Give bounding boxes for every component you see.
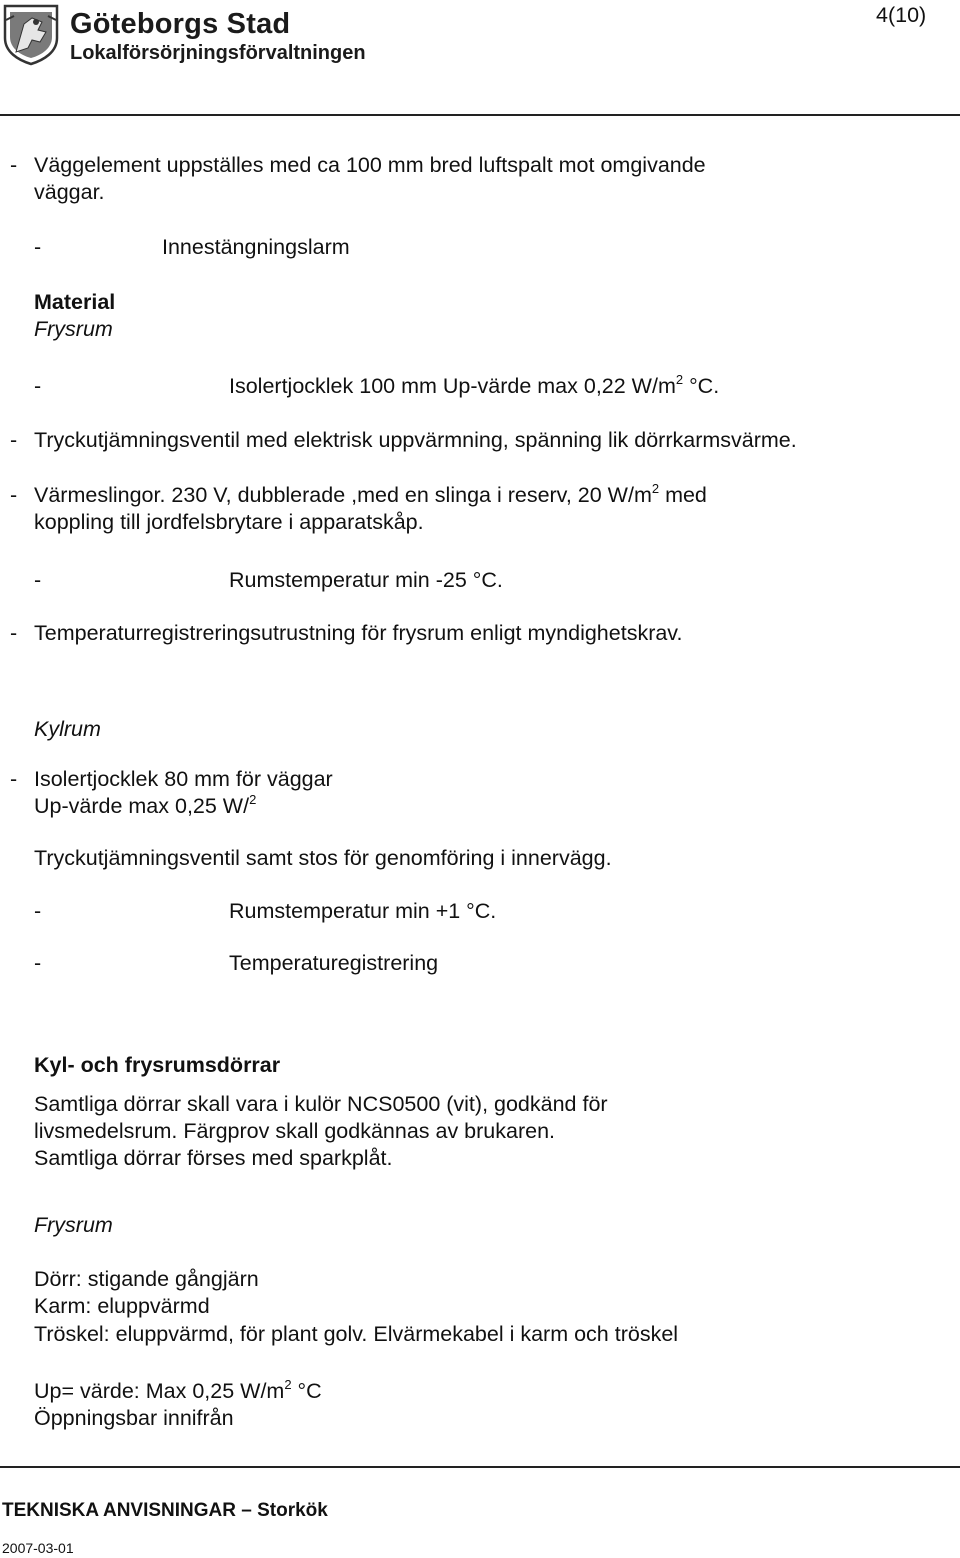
paragraph-text: Tröskel: eluppvärmd, för plant golv. Elvärmekabel i karm och tröskel: [34, 1322, 679, 1346]
subsection-heading: Frysrum: [34, 1213, 113, 1237]
bullet-dash: -: [10, 428, 18, 452]
paragraph-text: livsmedelsrum. Färgprov skall godkännas av brukaren.: [34, 1119, 556, 1143]
paragraph-text: Dörr: stigande gångjärn: [34, 1267, 259, 1291]
paragraph-text: Rumstemperatur min -25 °C.: [229, 568, 503, 592]
footer-title: TEKNISKA ANVISNINGAR – Storkök: [2, 1500, 328, 1521]
page-number: 4(10): [876, 3, 927, 27]
footer-divider: [0, 1466, 960, 1468]
section-heading: Kyl- och frysrumsdörrar: [34, 1053, 281, 1077]
paragraph-text: Up-värde max 0,25 W/$^2$: [34, 792, 257, 818]
bullet-dash: -: [34, 568, 42, 592]
paragraph-text: Isolertjocklek 100 mm Up-värde max 0,22 $W/m^2$ °C.: [229, 372, 720, 398]
bullet-dash: -: [10, 153, 18, 177]
paragraph-text: Samtliga dörrar förses med sparkplåt.: [34, 1146, 393, 1170]
paragraph-text: Rumstemperatur min +1 °C.: [229, 899, 497, 923]
subsection-heading: Frysrum: [34, 317, 113, 341]
paragraph-text: Öppningsbar innifrån: [34, 1406, 234, 1430]
footer-date: 2007-03-01: [2, 1540, 74, 1556]
org-name: Göteborgs Stad: [70, 8, 291, 40]
subsection-heading: Kylrum: [34, 717, 101, 741]
paragraph-text: Innestängningslarm: [162, 235, 350, 259]
paragraph-text: Up= värde: Max 0,25 $W/m^2$ °C: [34, 1377, 322, 1403]
bullet-dash: -: [10, 767, 18, 791]
paragraph-text: Temperaturregistreringsutrustning för frysrum enligt myndighetskrav.: [34, 621, 683, 645]
paragraph-text: Isolertjocklek 80 mm för väggar: [34, 767, 333, 791]
bullet-dash: -: [34, 899, 42, 923]
bullet-dash: -: [10, 621, 18, 645]
bullet-dash: -: [34, 235, 42, 259]
bullet-dash: -: [34, 374, 42, 398]
paragraph-text: Tryckutjämningsventil med elektrisk uppvärmning, spänning lik dörrkarmsvärme.: [34, 428, 797, 452]
header-divider: [0, 114, 960, 116]
paragraph-text: väggar.: [34, 180, 105, 204]
city-coat-of-arms-lion-icon: [2, 2, 60, 66]
paragraph-text: Tryckutjämningsventil samt stos för genomföring i innervägg.: [34, 846, 612, 870]
paragraph-text: koppling till jordfelsbrytare i apparatskåp.: [34, 510, 424, 534]
paragraph-text: Samtliga dörrar skall vara i kulör NCS0500 (vit), godkänd för: [34, 1092, 608, 1116]
paragraph-text: Temperaturegistrering: [229, 951, 439, 975]
paragraph-text: Väggelement uppställes med ca 100 mm bred luftspalt mot omgivande: [34, 153, 706, 177]
department-name: Lokalförsörjningsförvaltningen: [70, 42, 366, 64]
bullet-dash: -: [34, 951, 42, 975]
section-heading: Material: [34, 290, 116, 314]
bullet-dash: -: [10, 483, 18, 507]
paragraph-text: Karm: eluppvärmd: [34, 1294, 210, 1318]
paragraph-text: Värmeslingor. 230 V, dubblerade ,med en slinga i reserv, 20 $W/m^2$ med: [34, 481, 707, 507]
